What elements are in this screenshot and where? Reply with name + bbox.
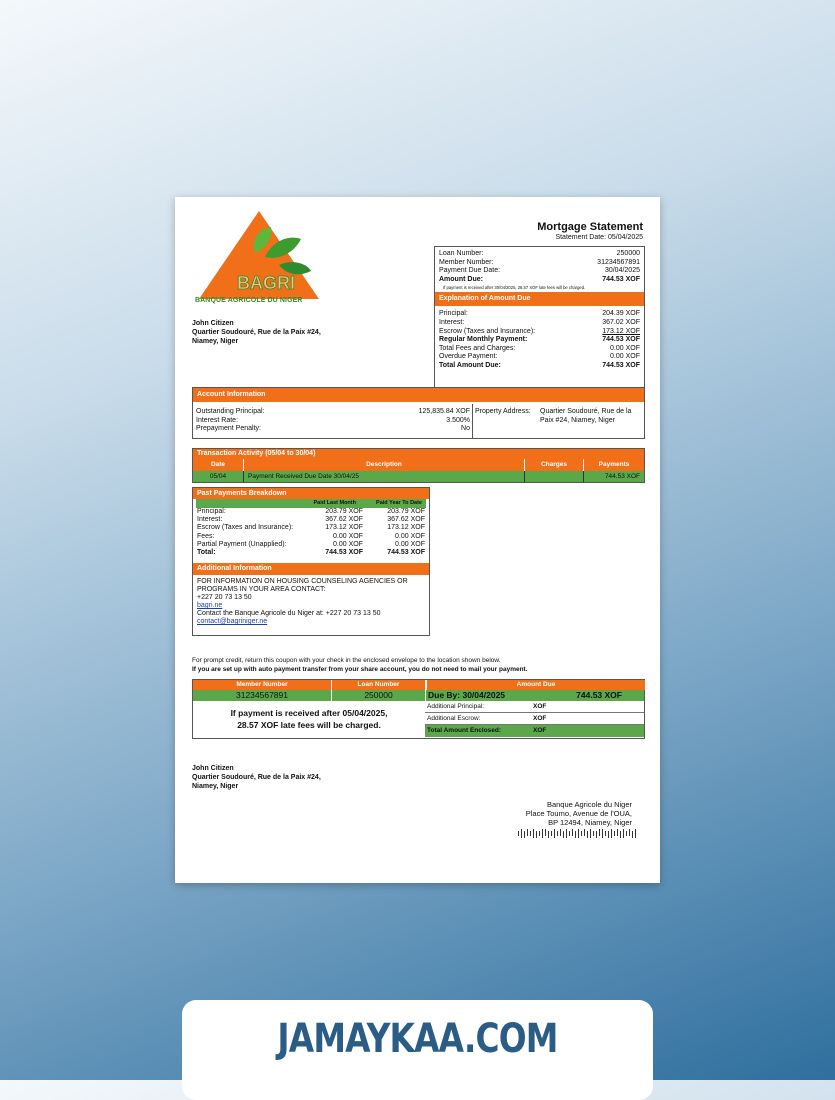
- website-link[interactable]: bagri.ne: [197, 602, 223, 610]
- loan-summary-box: [434, 246, 645, 388]
- customer-name: John Citizen: [192, 320, 234, 327]
- total-enclosed-field[interactable]: Total Amount Enclosed: XOF: [425, 725, 644, 737]
- past-payments-columns: Paid Last Month Paid Year To Date: [196, 499, 426, 508]
- site-name: JAMAYKAA.COM: [277, 1016, 558, 1062]
- additional-escrow-field[interactable]: Additional Escrow: XOF: [425, 713, 644, 725]
- explanation-row: Principal: 204.39 XOF: [439, 310, 640, 318]
- customer-address: [192, 319, 321, 346]
- past-payment-row: Fees: 0.00 XOF 0.00 XOF: [197, 532, 425, 540]
- statement-document: [175, 197, 660, 883]
- property-address-label: Property Address:: [475, 408, 531, 415]
- coupon-member-header: Member Number: [193, 680, 332, 690]
- coupon-instructions: For prompt credit, return this coupon with your check in the enclosed envelope to the location shown below. If you are set up with auto payment transfer from your share account, you do not need to mail your payment.: [192, 657, 528, 673]
- additional-principal-field[interactable]: Additional Principal: XOF: [425, 701, 644, 713]
- bagri-logo: [195, 209, 323, 305]
- account-values: 125,835.84 XOF 3.500% No: [418, 408, 470, 432]
- col-date: Date: [193, 459, 244, 471]
- payment-coupon: [192, 679, 645, 739]
- amount-due-row: Amount Due: 744.53 XOF: [439, 275, 640, 283]
- due-date-row: Payment Due Date: 30/04/2025: [439, 267, 640, 275]
- account-info-header: Account Information: [193, 388, 644, 402]
- explanation-row: Interest: 367.02 XOF: [439, 318, 640, 326]
- explanation-row: Regular Monthly Payment: 744.53 XOF: [439, 336, 640, 344]
- coupon-late-fee: If payment is received after 05/04/2025, 28.57 XOF late fees will be charged.: [230, 708, 388, 730]
- late-fee-note: If payment is received after 30/04/2025, 28.57 XOF late fees will be charged.: [443, 285, 586, 291]
- postal-barcode: [518, 829, 638, 838]
- past-payment-row: Partial Payment (Unapplied): 0.00 XOF 0.00 XOF: [197, 540, 425, 548]
- explanation-row: Total Amount Due: 744.53 XOF: [439, 361, 640, 369]
- coupon-amount-lines: [425, 701, 644, 738]
- footer-banner: [182, 1000, 653, 1100]
- email-link[interactable]: contact@bagriniger.ne: [197, 618, 268, 626]
- col-description: Description: [244, 459, 525, 471]
- transaction-header: Transaction Activity (05/04 to 30/04): [193, 449, 644, 459]
- member-number-row: Member Number: 31234567891: [439, 258, 640, 266]
- account-labels: Outstanding Principal: Interest Rate: Prepayment Penalty:: [196, 408, 265, 432]
- statement-title: Mortgage Statement: [537, 221, 643, 233]
- past-payment-row: Escrow (Taxes and Insurance): 173.12 XOF 173.12 XOF: [197, 524, 425, 532]
- explanation-row: Total Fees and Charges: 0.00 XOF: [439, 344, 640, 352]
- statement-date: Statement Date: 05/04/2025: [555, 234, 643, 241]
- account-information: [192, 387, 645, 439]
- mailing-address: John Citizen Quartier Soudouré, Rue de la Paix #24, Niamey, Niger: [192, 765, 321, 790]
- customer-address-line1: Quartier Soudouré, Rue de la Paix #24,: [192, 329, 321, 336]
- explanation-row: Escrow (Taxes and Insurance): 173.12 XOF: [439, 327, 640, 335]
- past-payment-row: Principal: 203.79 XOF 203.79 XOF: [197, 508, 425, 515]
- past-payment-row: Interest: 367.62 XOF 367.62 XOF: [197, 516, 425, 524]
- transaction-activity: [192, 448, 645, 483]
- coupon-loan-header: Loan Number: [332, 680, 425, 690]
- col-charges: Charges: [525, 459, 584, 471]
- coupon-loan-number: 250000: [332, 690, 425, 701]
- property-address: Quartier Soudouré, Rue de la Paix #24, Niamey, Niger: [540, 408, 632, 424]
- customer-address-line2: Niamey, Niger: [192, 338, 239, 345]
- coupon-amount-due: Due By: 30/04/2025 744.53 XOF: [426, 690, 644, 701]
- bank-full-name: BANQUE AGRICOLE DU NIGER: [195, 297, 303, 304]
- col-payments: Payments: [584, 459, 645, 471]
- past-payments-box: [192, 487, 430, 636]
- table-row: 05/04 Payment Received Due Date 30/04/25 744.53 XOF: [193, 471, 644, 482]
- explanation-header: Explanation of Amount Due: [435, 292, 644, 306]
- explanation-row: Overdue Payment: 0.00 XOF: [439, 353, 640, 361]
- additional-info-header: Additional Information: [193, 563, 429, 575]
- coupon-member-number: 31234567891: [193, 690, 331, 701]
- loan-number-row: Loan Number: 250000: [439, 250, 640, 257]
- coupon-amount-header: Amount Due: [426, 680, 645, 690]
- past-payment-total-row: Total: 744.53 XOF 744.53 XOF: [197, 548, 425, 556]
- additional-info: FOR INFORMATION ON HOUSING COUNSELING AGENCIES OR PROGRAMS IN YOUR AREA CONTACT: +227 20 73 13 50 bagri.ne Contact the Banque Agricole du Niger at: +227 20 73 13 50 contact@bagriniger.ne: [193, 578, 429, 626]
- past-payments-header: Past Payments Breakdown: [193, 488, 429, 499]
- svg-text:BAGRI: BAGRI: [237, 273, 295, 293]
- remit-address: Banque Agricole du Niger Place Toumo, Avenue de l'OUA, BP 12494, Niamey, Niger: [525, 800, 632, 827]
- transaction-table: [193, 459, 644, 482]
